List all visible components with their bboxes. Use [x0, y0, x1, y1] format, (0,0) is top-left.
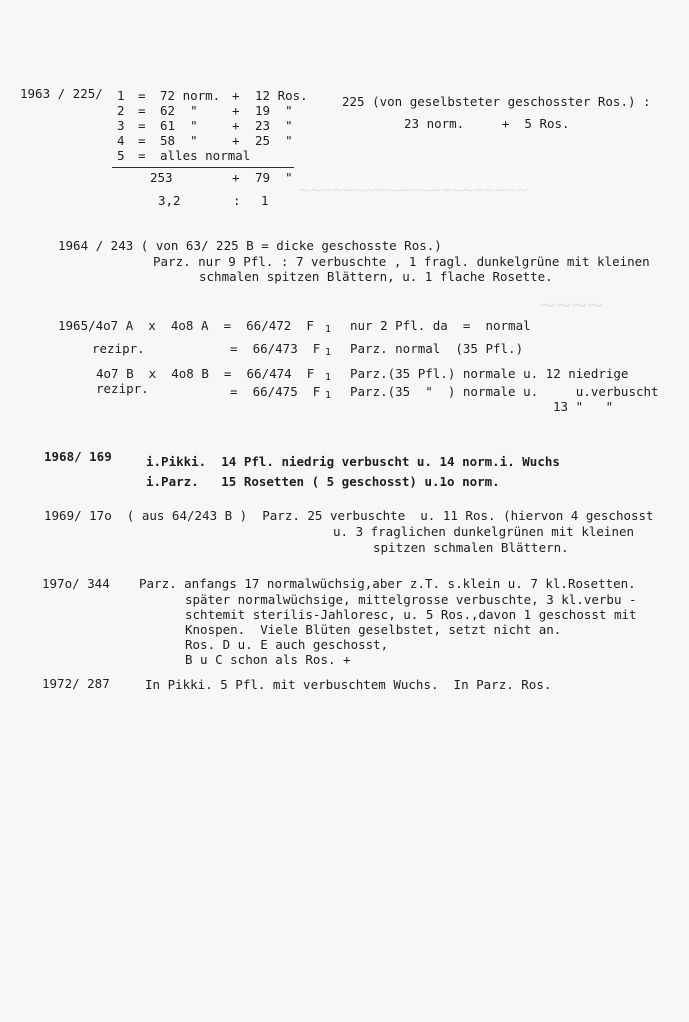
entry-1970-line5: Ros. D u. E auch geschosst,	[185, 637, 389, 652]
entry-id-1963: 1963 / 225/	[20, 86, 103, 101]
row1-number: 1	[117, 88, 125, 103]
entry-1969-line3: spitzen schmalen Blättern.	[373, 540, 569, 555]
row5-equals: =	[138, 148, 146, 163]
cross-1965-row4-label: rezipr.	[96, 381, 149, 396]
row1-plus: +	[232, 88, 240, 103]
cross-1965-row1: 1965/4o7 A x 4o8 A = 66/472 F	[58, 318, 314, 333]
entry-1964-line3: schmalen spitzen Blättern, u. 1 flache Rosette.	[199, 269, 553, 284]
row2-normal: 62 "	[160, 103, 198, 118]
row2-number: 2	[117, 103, 125, 118]
entry-1969-line2: u. 3 fraglichen dunkelgrünen mit kleinen	[333, 524, 635, 539]
row2-plus: +	[232, 103, 240, 118]
entry-1970-line3: schtemit sterilis-Jahloresc, u. 5 Ros.,davon 1 geschosst mit	[185, 607, 637, 622]
cross-1965-row5: 13 " "	[553, 399, 614, 414]
ratio-right: 1	[261, 193, 269, 208]
entry-1970-line4: Knospen. Viele Blüten geselbstet, setzt nicht an.	[185, 622, 562, 637]
sum-rule	[112, 167, 294, 168]
cross-1965-row2-result: Parz. normal (35 Pfl.)	[350, 341, 524, 356]
show-through-mark: ~~~~	[540, 290, 603, 320]
row4-number: 4	[117, 133, 125, 148]
f1-subscript: 1	[325, 347, 332, 358]
f1-subscript: 1	[325, 390, 332, 401]
row3-plus: +	[232, 118, 240, 133]
cross-1965-row3: 4o7 B x 4o8 B = 66/474 F	[96, 366, 315, 381]
cross-1965-row3-result: Parz.(35 Pfl.) normale u. 12 niedrige	[350, 366, 629, 381]
sum-plus: +	[232, 170, 240, 185]
row3-equals: =	[138, 118, 146, 133]
entry-1970-line1: Parz. anfangs 17 normalwüchsig,aber z.T. s.klein u. 7 kl.Rosetten.	[139, 576, 636, 591]
entry-1972-text: In Pikki. 5 Pfl. mit verbuschtem Wuchs. In Parz. Ros.	[145, 677, 552, 692]
cross-1965-row4-code: = 66/475 F	[230, 384, 321, 399]
cross-1965-row4-result: Parz.(35 " ) normale u. u.verbuscht	[350, 384, 659, 399]
ratio-colon: :	[233, 193, 241, 208]
row4-plus: +	[232, 133, 240, 148]
row3-number: 3	[117, 118, 125, 133]
cross-1965-row1-result: nur 2 Pfl. da = normal	[350, 318, 531, 333]
entry-1970-line2: später normalwüchsige, mittelgrosse verbuschte, 3 kl.verbu -	[185, 592, 637, 607]
row5-number: 5	[117, 148, 125, 163]
entry-id-1972: 1972/ 287	[42, 676, 110, 691]
row4-equals: =	[138, 133, 146, 148]
row3-rosettes: 23 "	[255, 118, 293, 133]
note-225-line2: 23 norm. + 5 Ros.	[404, 116, 570, 131]
entry-1968-line1: i.Pikki. 14 Pfl. niedrig verbuscht u. 14 norm.i. Wuchs	[146, 454, 560, 469]
entry-id-1970: 197o/ 344	[42, 576, 110, 591]
row2-equals: =	[138, 103, 146, 118]
row1-normal: 72 norm.	[160, 88, 221, 103]
sum-normal: 253	[150, 170, 173, 185]
ratio-left: 3,2	[158, 193, 181, 208]
entry-1968-line2: i.Parz. 15 Rosetten ( 5 geschosst) u.1o norm.	[146, 474, 500, 489]
row1-equals: =	[138, 88, 146, 103]
show-through-mark: ~~~~~~~~~~~~~~~~~~~~~	[300, 180, 528, 201]
note-225-line1: 225 (von geselbsteter geschosster Ros.) :	[342, 94, 651, 109]
entry-id-1968: 1968/ 169	[44, 449, 112, 464]
f1-subscript: 1	[325, 372, 332, 383]
row2-rosettes: 19 "	[255, 103, 293, 118]
entry-1970-line6: B u C schon als Ros. +	[185, 652, 351, 667]
f1-subscript: 1	[325, 324, 332, 335]
row4-rosettes: 25 "	[255, 133, 293, 148]
row1-rosettes: 12 Ros.	[255, 88, 308, 103]
row3-normal: 61 "	[160, 118, 198, 133]
entry-1969-line1: 1969/ 17o ( aus 64/243 B ) Parz. 25 verbuschte u. 11 Ros. (hiervon 4 geschosst	[44, 508, 654, 523]
row5-all-normal: alles normal	[160, 148, 251, 163]
sum-rosettes: 79 "	[255, 170, 293, 185]
entry-1964-line2: Parz. nur 9 Pfl. : 7 verbuschte , 1 fragl. dunkelgrüne mit kleinen	[153, 254, 650, 269]
entry-1964-line1: 1964 / 243 ( von 63/ 225 B = dicke geschosste Ros.)	[58, 238, 442, 253]
cross-1965-row2-code: = 66/473 F	[230, 341, 321, 356]
row4-normal: 58 "	[160, 133, 198, 148]
cross-1965-row2-label: rezipr.	[92, 341, 145, 356]
